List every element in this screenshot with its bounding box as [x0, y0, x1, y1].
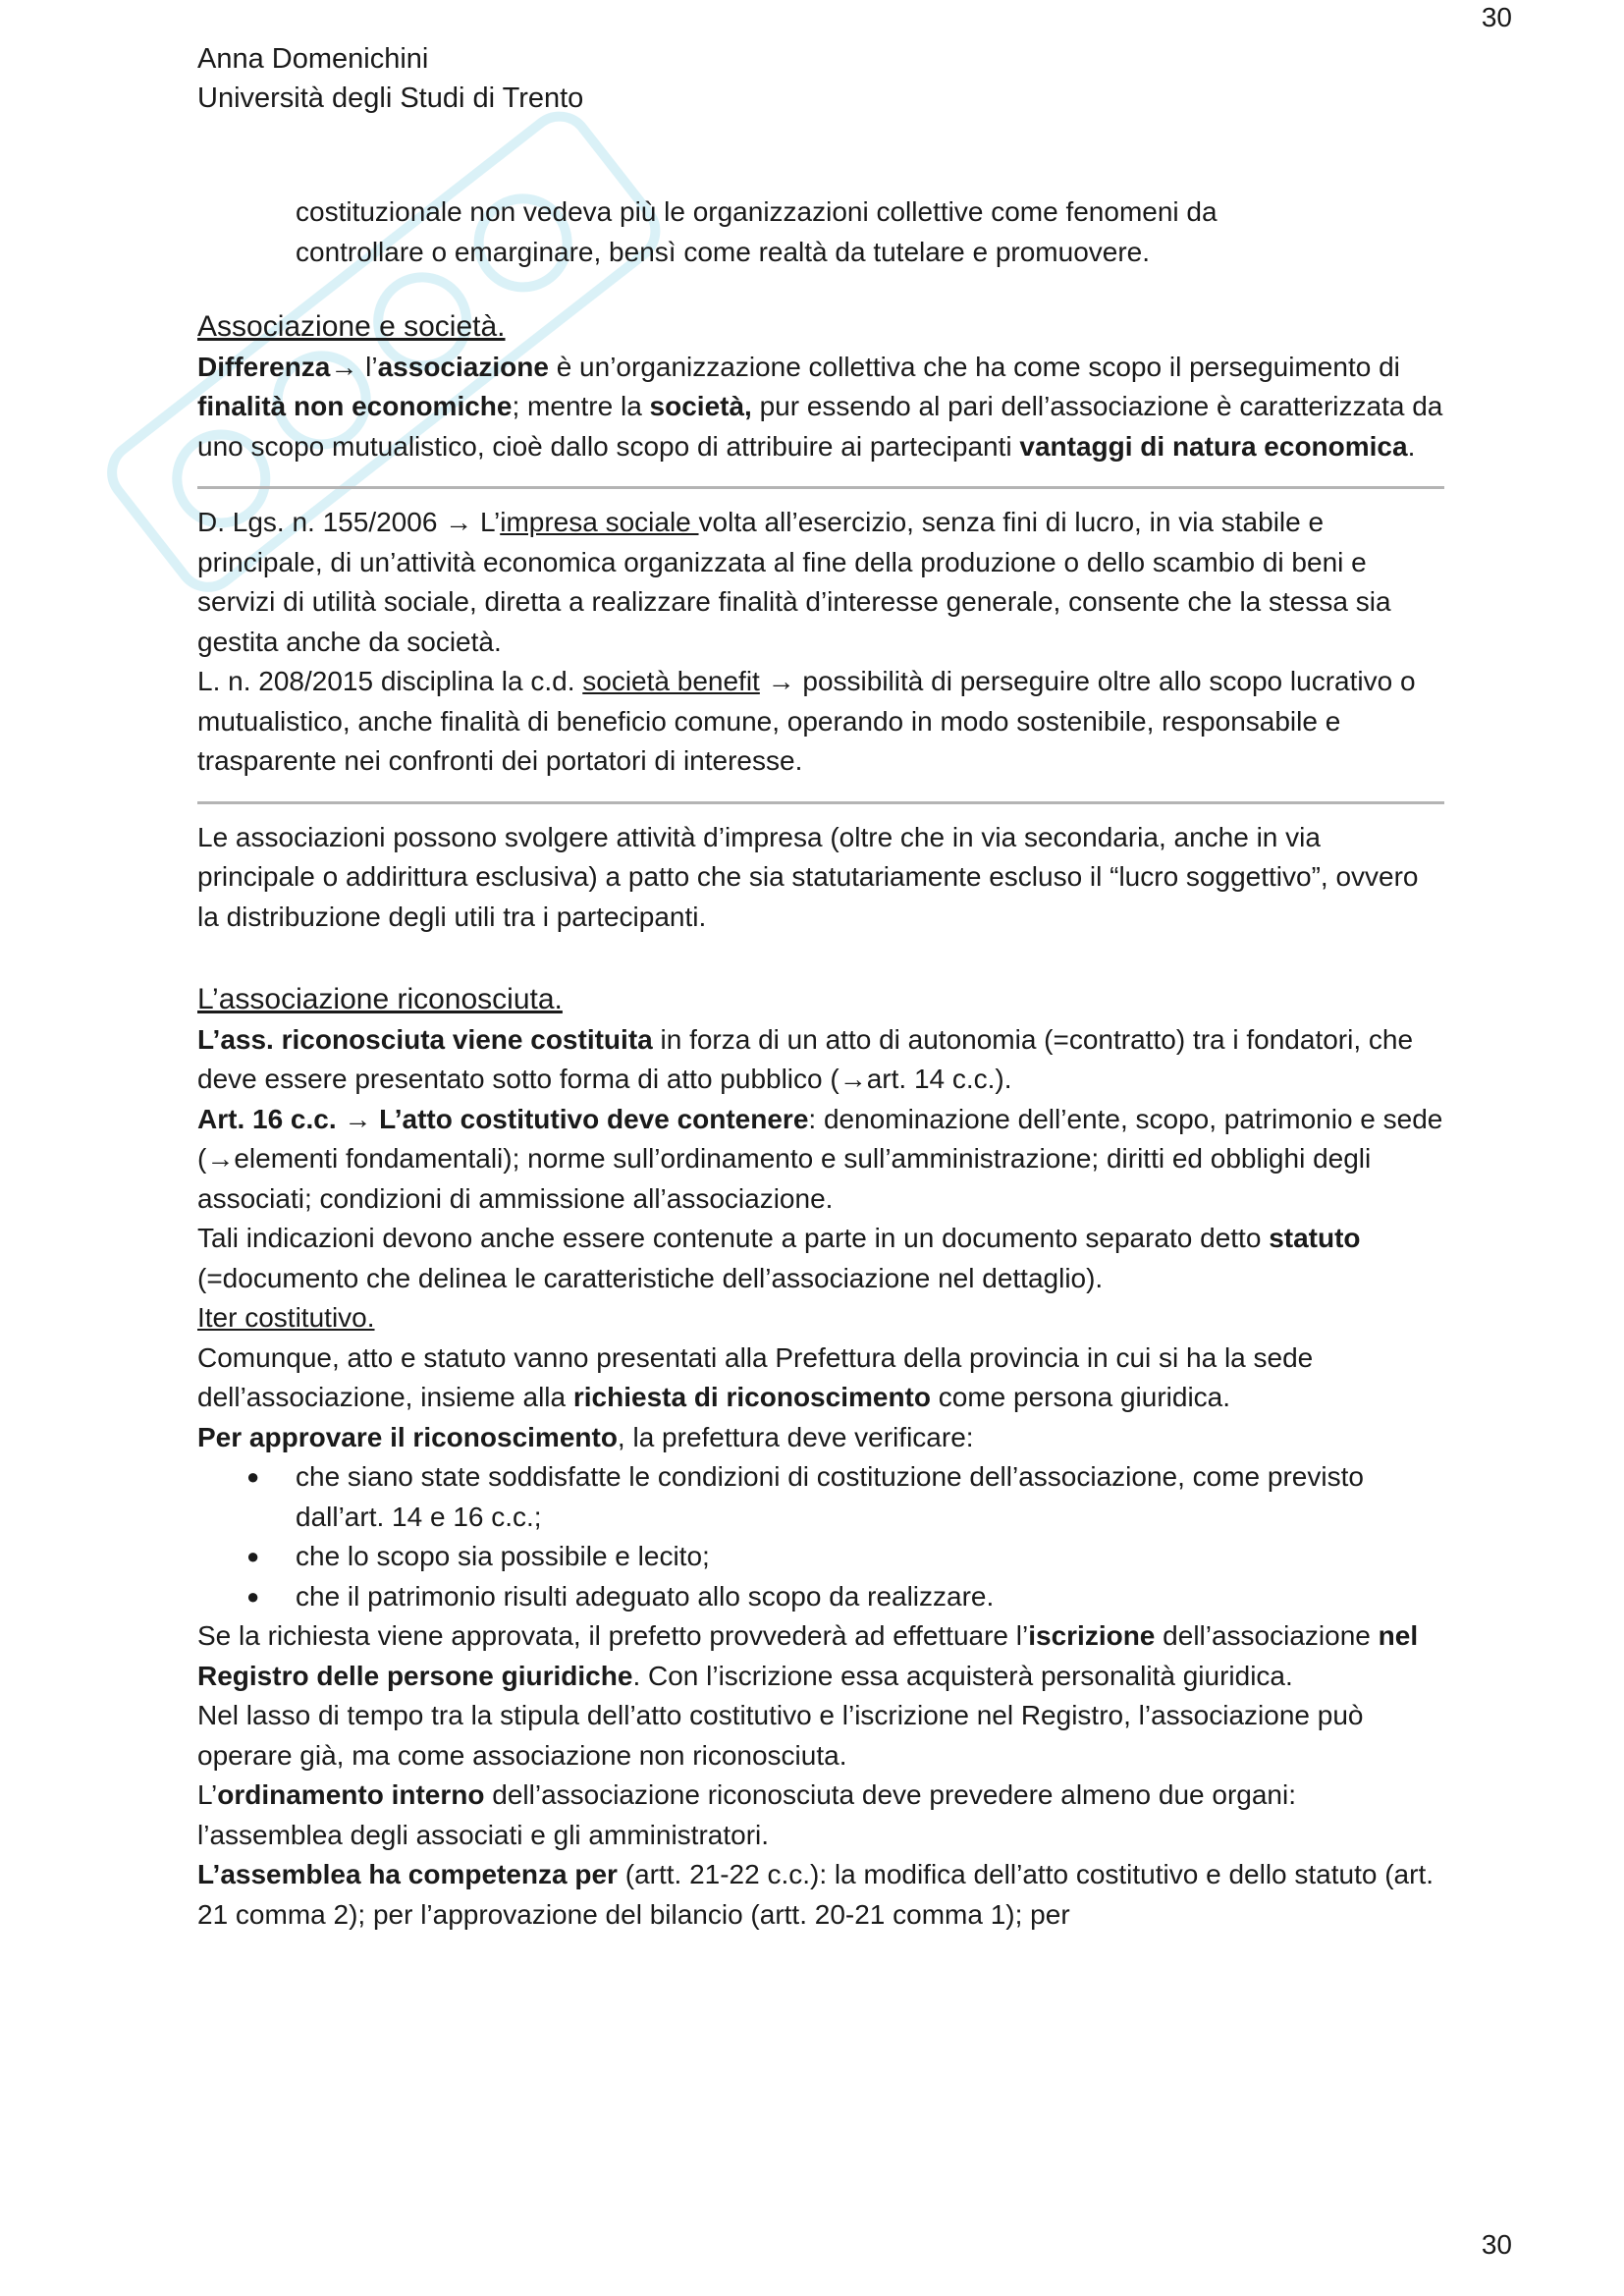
paragraph-differenza: Differenza→ l’associazione è un’organizzazione collettiva che ha come scopo il perseguimento di finalità non economiche; mentre la società, pur essendo al pari dell’associazione è caratterizzata da uno scopo mutualistico, cioè dallo scopo di attribuire ai partecipanti vantaggi di natura economica. [197, 351, 1443, 462]
page-number-bottom: 30 [1481, 2229, 1512, 2260]
verification-list [197, 1457, 1444, 1616]
section-heading-associazione-riconosciuta: L’associazione riconosciuta. [197, 983, 563, 1015]
intro-line: costituzionale non vedeva più le organizzazioni collettive come fenomeni da [296, 196, 1218, 227]
bullet-icon: ● [246, 1583, 260, 1609]
paragraph-costituzione: L’ass. riconosciuta viene costituita in forza di un atto di autonomia (=contratto) tra i fondatori, che deve essere presentato sotto forma di atto pubblico (→art. 14 c.c.). [197, 1023, 1414, 1094]
paragraph-prefettura: Comunque, atto e statuto vanno presentati alla Prefettura della provincia in cui si ha la sede dell’associazione, insieme alla richiesta di riconoscimento come persona giuridica. [197, 1341, 1314, 1412]
bullet-icon: ● [246, 1544, 260, 1568]
list-item: ● che siano state soddisfatte le condizioni di costituzione dell’associazione, come previsto dall’art. 14 e 16 c.c.; [197, 1457, 1444, 1537]
paragraph-iscrizione: Se la richiesta viene approvata, il prefetto provvederà ad effettuare l’iscrizione dell’associazione nel Registro delle persone giuridiche. Con l’iscrizione essa acquisterà personalità giuridica. [197, 1620, 1419, 1691]
paragraph-impresa-sociale: D. Lgs. n. 155/2006 → L’impresa sociale volta all’esercizio, senza fini di lucro, in via stabile e principale, di un’attività economica organizzata al fine della produzione o dello scambio di beni e servizi di utilità sociale, diretta a realizzare finalità d’interesse generale, consente che la stessa sia gestita anche da società. [197, 507, 1391, 657]
intro-line: controllare o emarginare, bensì come realtà da tutelare e promuovere. [296, 236, 1151, 267]
paragraph-art-16: Art. 16 c.c. → L’atto costitutivo deve contenere: denominazione dell’ente, scopo, patrimonio e sede (→elementi fondamentali); norme sull’ordinamento e sull’amministrazione; diritti ed obblighi degli associati; condizioni di ammissione all’associazione. [197, 1103, 1443, 1214]
divider [197, 801, 1444, 804]
page-header [197, 39, 583, 118]
list-item: ● che lo scopo sia possibile e lecito; [197, 1537, 1444, 1577]
list-item: ● che il patrimonio risulti adeguato allo scopo da realizzare. [197, 1577, 1444, 1617]
page-number-top: 30 [1481, 2, 1512, 32]
paragraph-statuto: Tali indicazioni devono anche essere contenute a parte in un documento separato detto statuto (=documento che delinea le caratteristiche dell’associazione nel dettaglio). [197, 1223, 1361, 1293]
intro-paragraph [197, 192, 1444, 272]
paragraph-societa-benefit: L. n. 208/2015 disciplina la c.d. società benefit → possibilità di perseguire oltre allo scopo lucrativo o mutualistico, anche finalità di beneficio comune, operando in modo sostenibile, responsabile e trasparente nei confronti dei portatori di interesse. [197, 666, 1416, 776]
paragraph-lasso-tempo: Nel lasso di tempo tra la stipula dell’atto costitutivo e l’iscrizione nel Registro, l’associazione può operare già, ma come associazione non riconosciuta. [197, 1700, 1364, 1771]
paragraph-attivita-impresa: Le associazioni possono svolgere attività d’impresa (oltre che in via secondaria, anche in via principale o addirittura esclusiva) a patto che sia statutariamente escluso il “lucro soggettivo”, ovvero la distribuzione degli utili tra i partecipanti. [197, 821, 1419, 932]
bullet-icon: ● [246, 1464, 260, 1489]
paragraph-ordinamento: L’ordinamento interno dell’associazione riconosciuta deve prevedere almeno due organi: l’assemblea degli associati e gli amministratori. [197, 1779, 1296, 1850]
university-name: Università degli Studi di Trento [197, 82, 584, 114]
paragraph-approvare: Per approvare il riconoscimento, la prefettura deve verificare: [197, 1421, 974, 1452]
author-name: Anna Domenichini [197, 43, 429, 75]
document-body [197, 192, 1444, 1935]
subheading-iter-costitutivo: Iter costitutivo. [197, 1302, 375, 1333]
divider [197, 486, 1444, 489]
paragraph-assemblea: L’assemblea ha competenza per (artt. 21-22 c.c.): la modifica dell’atto costitutivo e dello statuto (art. 21 comma 2); per l’approvazione del bilancio (artt. 20-21 comma 1); per [197, 1859, 1434, 1930]
section-heading-associazione-societa: Associazione e società. [197, 310, 506, 343]
